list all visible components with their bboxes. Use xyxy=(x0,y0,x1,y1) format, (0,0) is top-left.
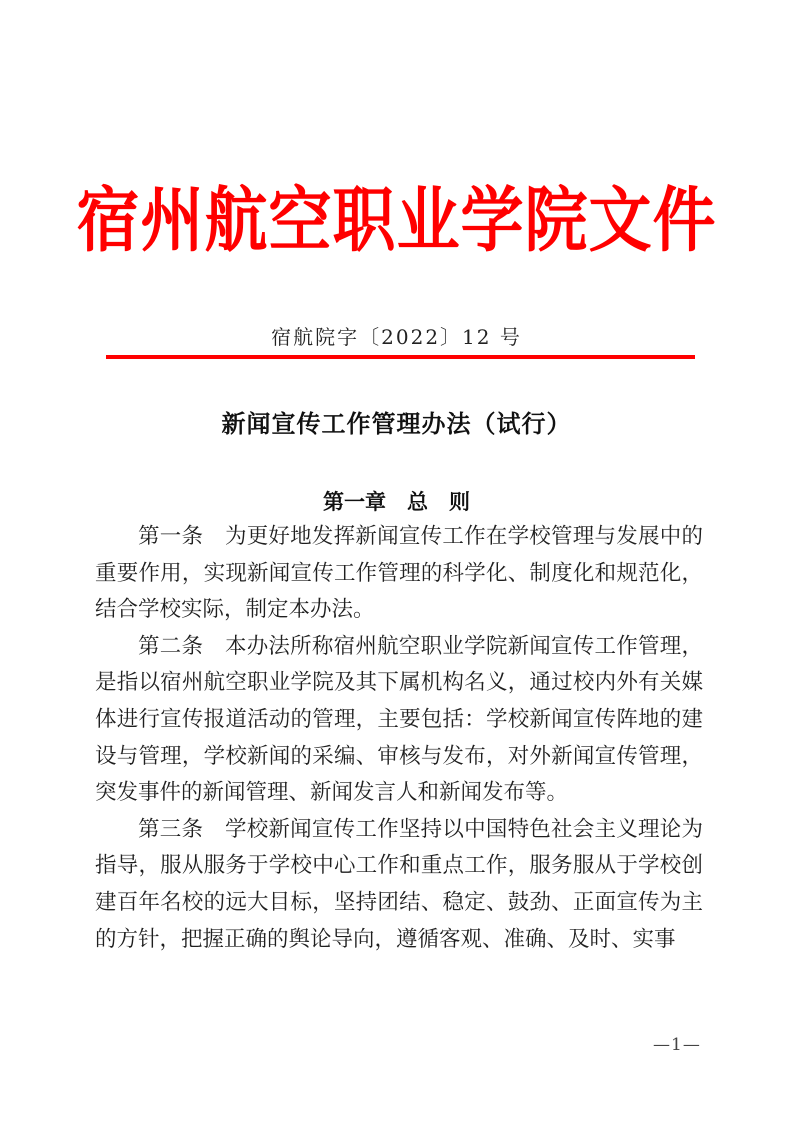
paragraph-article-1: 第一条 为更好地发挥新闻宣传工作在学校管理与发展中的重要作用，实现新闻宣传工作管理的科学化、制度化和规范化，结合学校实际，制定本办法。 xyxy=(95,524,703,623)
document-number: 宿航院字〔2022〕12 号 xyxy=(271,325,522,349)
document-title: 新闻宣传工作管理办法（试行） xyxy=(221,410,572,438)
chapter-heading: 第一章 总 则 xyxy=(323,490,470,514)
document-body xyxy=(95,519,703,958)
paragraph-article-3: 第三条 学校新闻宣传工作坚持以中国特色社会主义理论为指导，服从服务于学校中心工作和重点工作，服务服从于学校创建百年名校的远大目标，坚持团结、稳定、鼓劲、正面宣传为主的方针，把握正确的舆论导向，遵循客观、准确、及时、实事 xyxy=(95,816,703,952)
letterhead-title: 宿州航空职业学院文件 xyxy=(76,178,717,262)
page-number: —1— xyxy=(653,1035,701,1055)
red-divider-line xyxy=(106,355,695,359)
paragraph-article-2: 第二条 本办法所称宿州航空职业学院新闻宣传工作管理，是指以宿州航空职业学院及其下属机构名义，通过校内外有关媒体进行宣传报道活动的管理，主要包括：学校新闻宣传阵地的建设与管理，学校新闻的采编、审核与发布，对外新闻宣传管理，突发事件的新闻管理、新闻发言人和新闻发布等。 xyxy=(95,633,703,806)
